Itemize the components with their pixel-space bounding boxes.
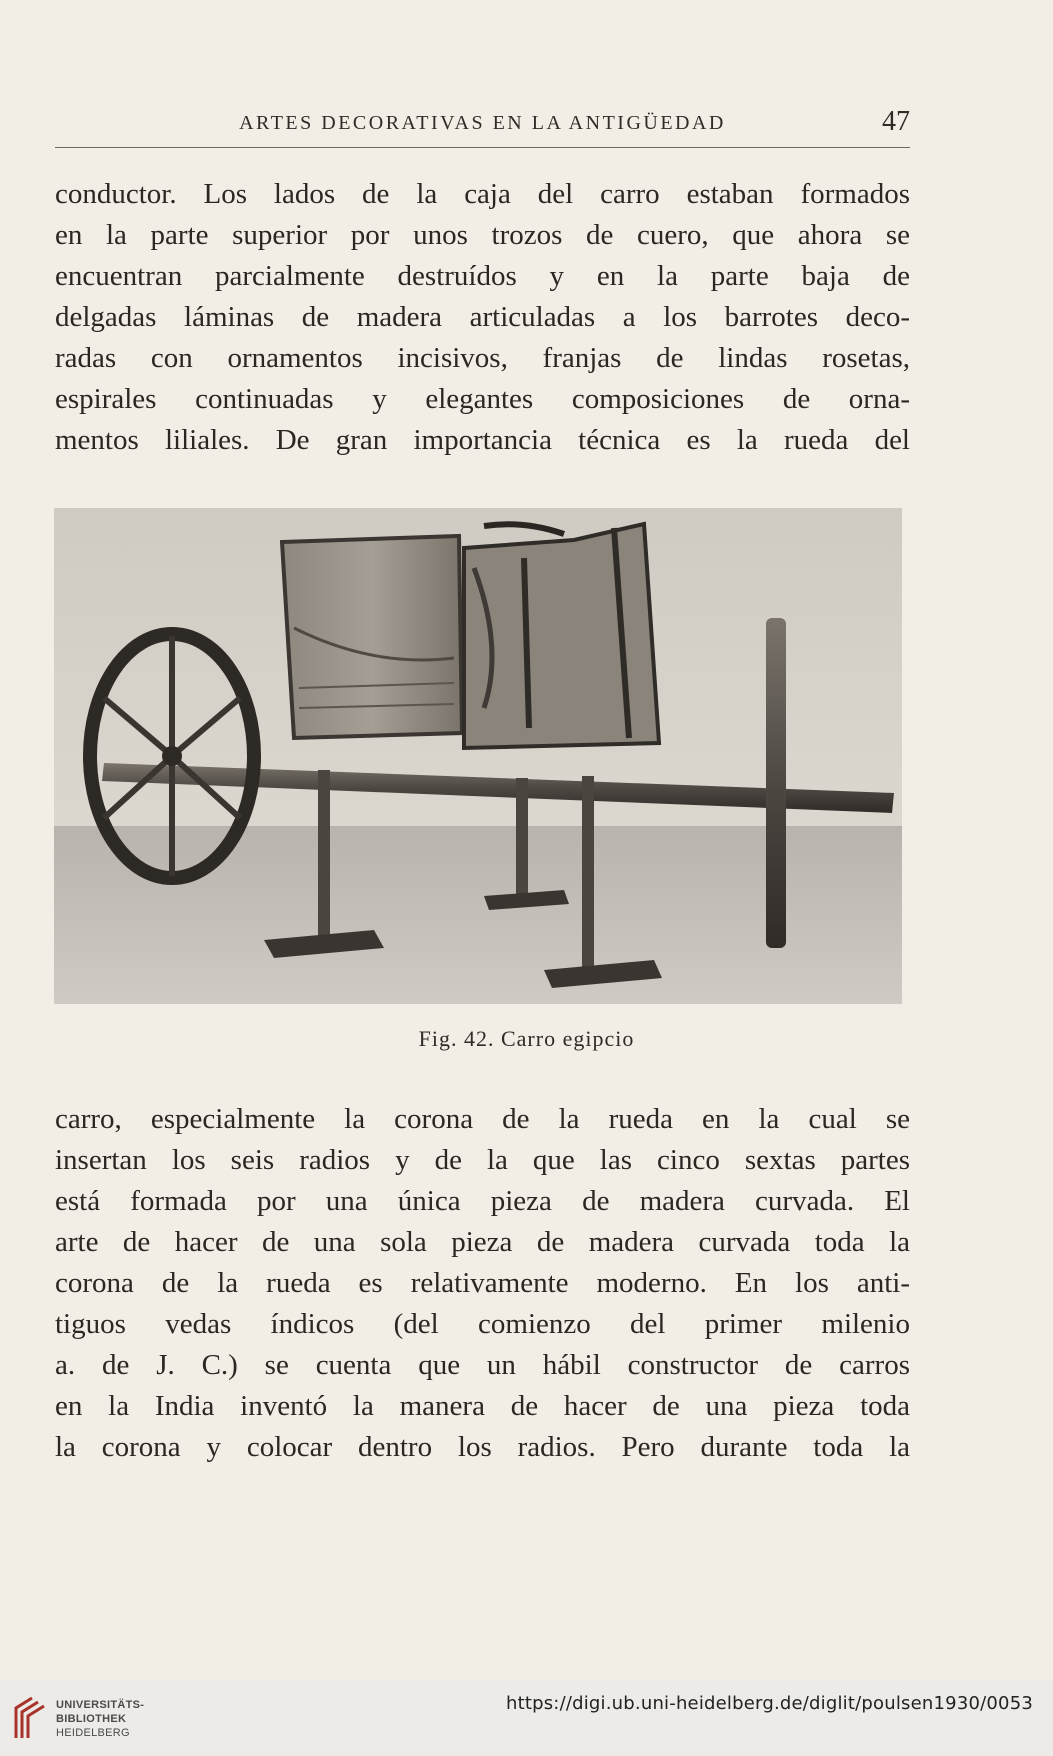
text-line: en la India inventó la manera de hacer de una pieza toda xyxy=(55,1390,910,1422)
text-line: arte de hacer de una sola pieza de madera curvada toda la xyxy=(55,1226,910,1258)
figure-chariot-photo xyxy=(54,508,902,1004)
logo-line: HEIDELBERG xyxy=(56,1727,130,1739)
library-logo-icon xyxy=(12,1694,48,1742)
text-line: la corona y colocar dentro los radios. Pero durante toda la xyxy=(55,1431,910,1463)
logo-line: BIBLIOTHEK xyxy=(56,1713,127,1725)
running-head xyxy=(55,106,910,152)
paragraph-top xyxy=(55,174,910,461)
text-line: carro, especialmente la corona de la rueda en la cual se xyxy=(55,1103,910,1135)
figure-caption: Fig. 42. Carro egipcio xyxy=(418,1026,635,1051)
page-number: 47 xyxy=(882,106,910,137)
footer-bar xyxy=(0,1680,1053,1756)
source-url-link[interactable]: https://digi.ub.uni-heidelberg.de/diglit/poulsen1930/0053 xyxy=(505,1693,1033,1714)
paragraph-bottom xyxy=(55,1099,910,1468)
text-line: encuentran parcialmente destruídos y en la parte baja de xyxy=(55,260,910,292)
running-title: ARTES DECORATIVAS EN LA ANTIGÜEDAD xyxy=(239,112,726,134)
text-line: conductor. Los lados de la caja del carro estaban formados xyxy=(55,178,910,210)
text-line: en la parte superior por unos trozos de cuero, que ahora se xyxy=(55,219,910,251)
library-logo-text xyxy=(56,1698,144,1740)
text-line: delgadas láminas de madera articuladas a los barrotes deco- xyxy=(55,301,910,333)
text-line: espirales continuadas y elegantes composiciones de orna- xyxy=(55,383,910,415)
logo-line: UNIVERSITÄTS- xyxy=(56,1699,145,1711)
chariot-illustration xyxy=(54,508,902,1004)
text-line: tiguos vedas índicos (del comienzo del primer milenio xyxy=(55,1308,910,1340)
text-line: insertan los seis radios y de la que las cinco sextas partes xyxy=(55,1144,910,1176)
text-line: radas con ornamentos incisivos, franjas de lindas rosetas, xyxy=(55,342,910,374)
text-line: mentos liliales. De gran importancia técnica es la rueda del xyxy=(55,424,910,456)
text-line: corona de la rueda es relativamente moderno. En los anti- xyxy=(55,1267,910,1299)
library-logo[interactable] xyxy=(12,1692,145,1746)
text-line: a. de J. C.) se cuenta que un hábil constructor de carros xyxy=(55,1349,910,1381)
header-rule xyxy=(55,147,910,148)
text-line: está formada por una única pieza de madera curvada. El xyxy=(55,1185,910,1217)
